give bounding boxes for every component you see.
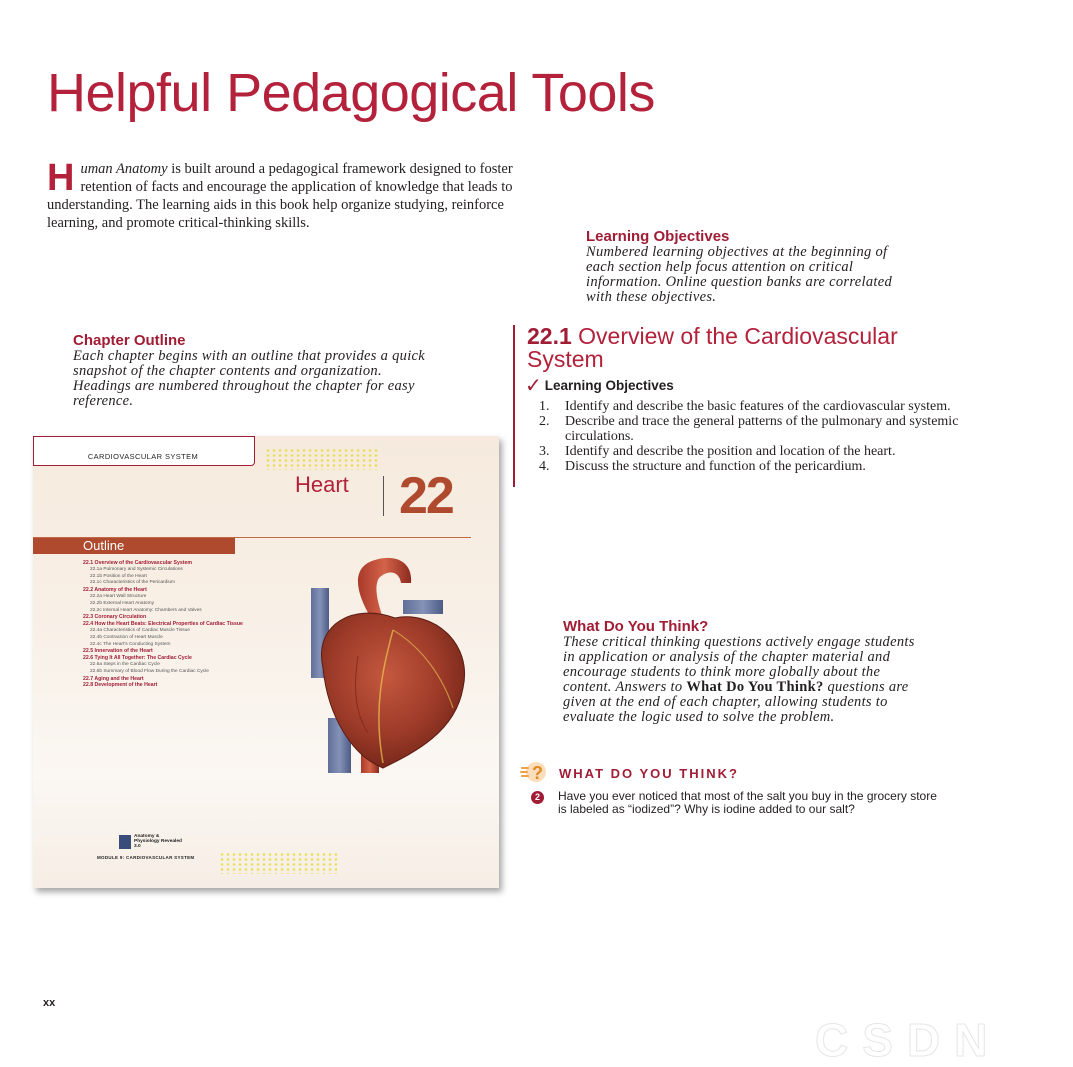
- decorative-dots: [219, 852, 337, 874]
- objective-text: Describe and trace the general patterns of the pulmonary and systemic circulations.: [565, 414, 959, 444]
- objective-number: 2.: [539, 414, 550, 429]
- objective-number: 1.: [539, 399, 550, 414]
- intro-paragraph: [47, 157, 527, 232]
- callout-body: Each chapter begins with an outline that provides a quick snapshot of the chapter contents and organization. Headings are numbered throughout the chapter for easy reference.: [73, 348, 426, 409]
- module-footer: MODULE 9: CARDIOVASCULAR SYSTEM: [97, 855, 195, 860]
- objective-number: 3.: [539, 444, 550, 459]
- callout-heading: Learning Objectives: [586, 228, 730, 245]
- outline-subsection: 22.2b External Heart Anatomy: [90, 600, 154, 606]
- objectives-list: [539, 399, 959, 474]
- learning-objectives-callout: [586, 228, 916, 305]
- callout-body: Numbered learning objectives at the beginning of each section help focus attention on critical information. Online question banks are correlated with these objectives.: [586, 244, 893, 305]
- outline-section: 22.5 Innervation of the Heart: [83, 648, 153, 655]
- section-title-text: Overview of the Cardiovascular System: [527, 323, 898, 372]
- objective-item: [539, 399, 959, 414]
- outline-subsection: 22.4c The Heart's Conducting System: [90, 641, 171, 647]
- outline-section: 22.3 Coronary Circulation: [83, 614, 147, 621]
- module-tab: [33, 436, 255, 466]
- outline-section: 22.1 Overview of the Cardiovascular System: [83, 560, 192, 566]
- callout-heading: Chapter Outline: [73, 332, 186, 349]
- outline-section: 22.4 How the Heart Beats: Electrical Properties of Cardiac Tissue: [83, 621, 243, 628]
- what-do-you-think-callout: [563, 618, 923, 725]
- objective-item: [539, 444, 959, 459]
- outline-subsection: 22.6a Steps in the Cardiac Cycle: [90, 661, 160, 667]
- logo-text: Anatomy & Physiology Revealed 3.0: [134, 834, 182, 849]
- chapter-divider: [383, 476, 384, 516]
- objective-number: 4.: [539, 459, 550, 474]
- apr-logo-icon: [119, 835, 131, 849]
- outline-subsection: 22.1a Pulmonary and Systemic Circulations: [90, 566, 183, 572]
- question-number-badge: 2: [531, 791, 544, 804]
- outline-title: Outline: [83, 538, 125, 553]
- callout-body: [563, 635, 923, 725]
- decorative-dots: [265, 448, 380, 470]
- outline-subsection: 22.1b Position of the Heart: [90, 573, 147, 579]
- learning-objectives-label: [525, 373, 674, 397]
- page-folio: xx: [43, 997, 56, 1009]
- outline-bar: [33, 538, 235, 554]
- objective-text: Discuss the structure and function of the pericardium.: [565, 459, 866, 474]
- page-title: Helpful Pedagogical Tools: [47, 63, 655, 123]
- outline-subsection: 22.6b Summary of Blood Flow During the Cardiac Cycle: [90, 668, 209, 674]
- chapter-outline-callout: [73, 332, 433, 409]
- callout-heading: What Do You Think?: [563, 618, 709, 635]
- wdyt-label: WHAT DO YOU THINK?: [559, 766, 739, 781]
- thinking-question-icon: [519, 759, 553, 785]
- callout-body-part: These critical thinking questions actively engage students in application or analysis of the chapter material and encourage students to think more globally about the content. Answers to: [563, 634, 915, 695]
- outline-section: 22.6 Tying It All Together: The Cardiac Cycle: [83, 655, 192, 662]
- watermark: CSDN: [815, 1014, 1002, 1066]
- lo-label: Learning Objectives: [544, 377, 674, 393]
- module-label: CARDIOVASCULAR SYSTEM: [87, 452, 199, 461]
- outline-section: 22.8 Development of the Heart: [83, 682, 158, 689]
- callout-body-part: questions are given at the end of each chapter, allowing students to evaluate the logic used to solve the problem.: [563, 679, 909, 725]
- objective-text: Identify and describe the basic features of the cardiovascular system.: [565, 399, 951, 414]
- outline-section: 22.2 Anatomy of the Heart: [83, 587, 147, 594]
- heart-illustration: [283, 548, 483, 778]
- outline-subsection: 22.4a Characteristics of Cardiac Muscle Tissue: [90, 627, 190, 633]
- svg-text:?: ?: [532, 763, 543, 783]
- intro-text: is built around a pedagogical framework designed to foster retention of facts and encourage the application of knowledge that leads to understanding. The learning aids in this book help organize studying, reinforce learning, and promote critical-thinking skills.: [47, 161, 513, 231]
- chapter-number: 22: [399, 467, 453, 525]
- objective-item: [539, 414, 959, 444]
- checkmark-icon: ✓: [525, 373, 542, 397]
- drop-cap: H: [47, 157, 75, 199]
- outline-subsection: 22.2a Heart Wall Structure: [90, 593, 147, 599]
- outline-subsection: 22.1c Characteristics of the Pericardium: [90, 580, 176, 586]
- objective-text: Identify and describe the position and location of the heart.: [565, 444, 896, 459]
- outline-subsection: 22.4b Contraction of Heart Muscle: [90, 634, 163, 640]
- objective-item: [539, 459, 959, 474]
- chapter-opener-thumbnail: [33, 436, 499, 888]
- question-text: Have you ever noticed that most of the salt you buy in the grocery store is labeled as “iodized”? Why is iodine added to our salt?: [558, 789, 937, 816]
- section-title: [527, 325, 957, 371]
- outline-section: 22.7 Aging and the Heart: [83, 675, 144, 682]
- section-number: 22.1: [527, 323, 572, 349]
- chapter-name: Heart: [295, 472, 349, 497]
- callout-body-bold: What Do You Think?: [686, 679, 824, 695]
- book-title: uman Anatomy: [80, 161, 168, 177]
- section-preview: [513, 325, 965, 487]
- outline-list: [83, 560, 273, 689]
- pulmonary-artery: [403, 600, 443, 614]
- outline-subsection: 22.2c Internal Heart Anatomy: Chambers and Valves: [90, 607, 202, 613]
